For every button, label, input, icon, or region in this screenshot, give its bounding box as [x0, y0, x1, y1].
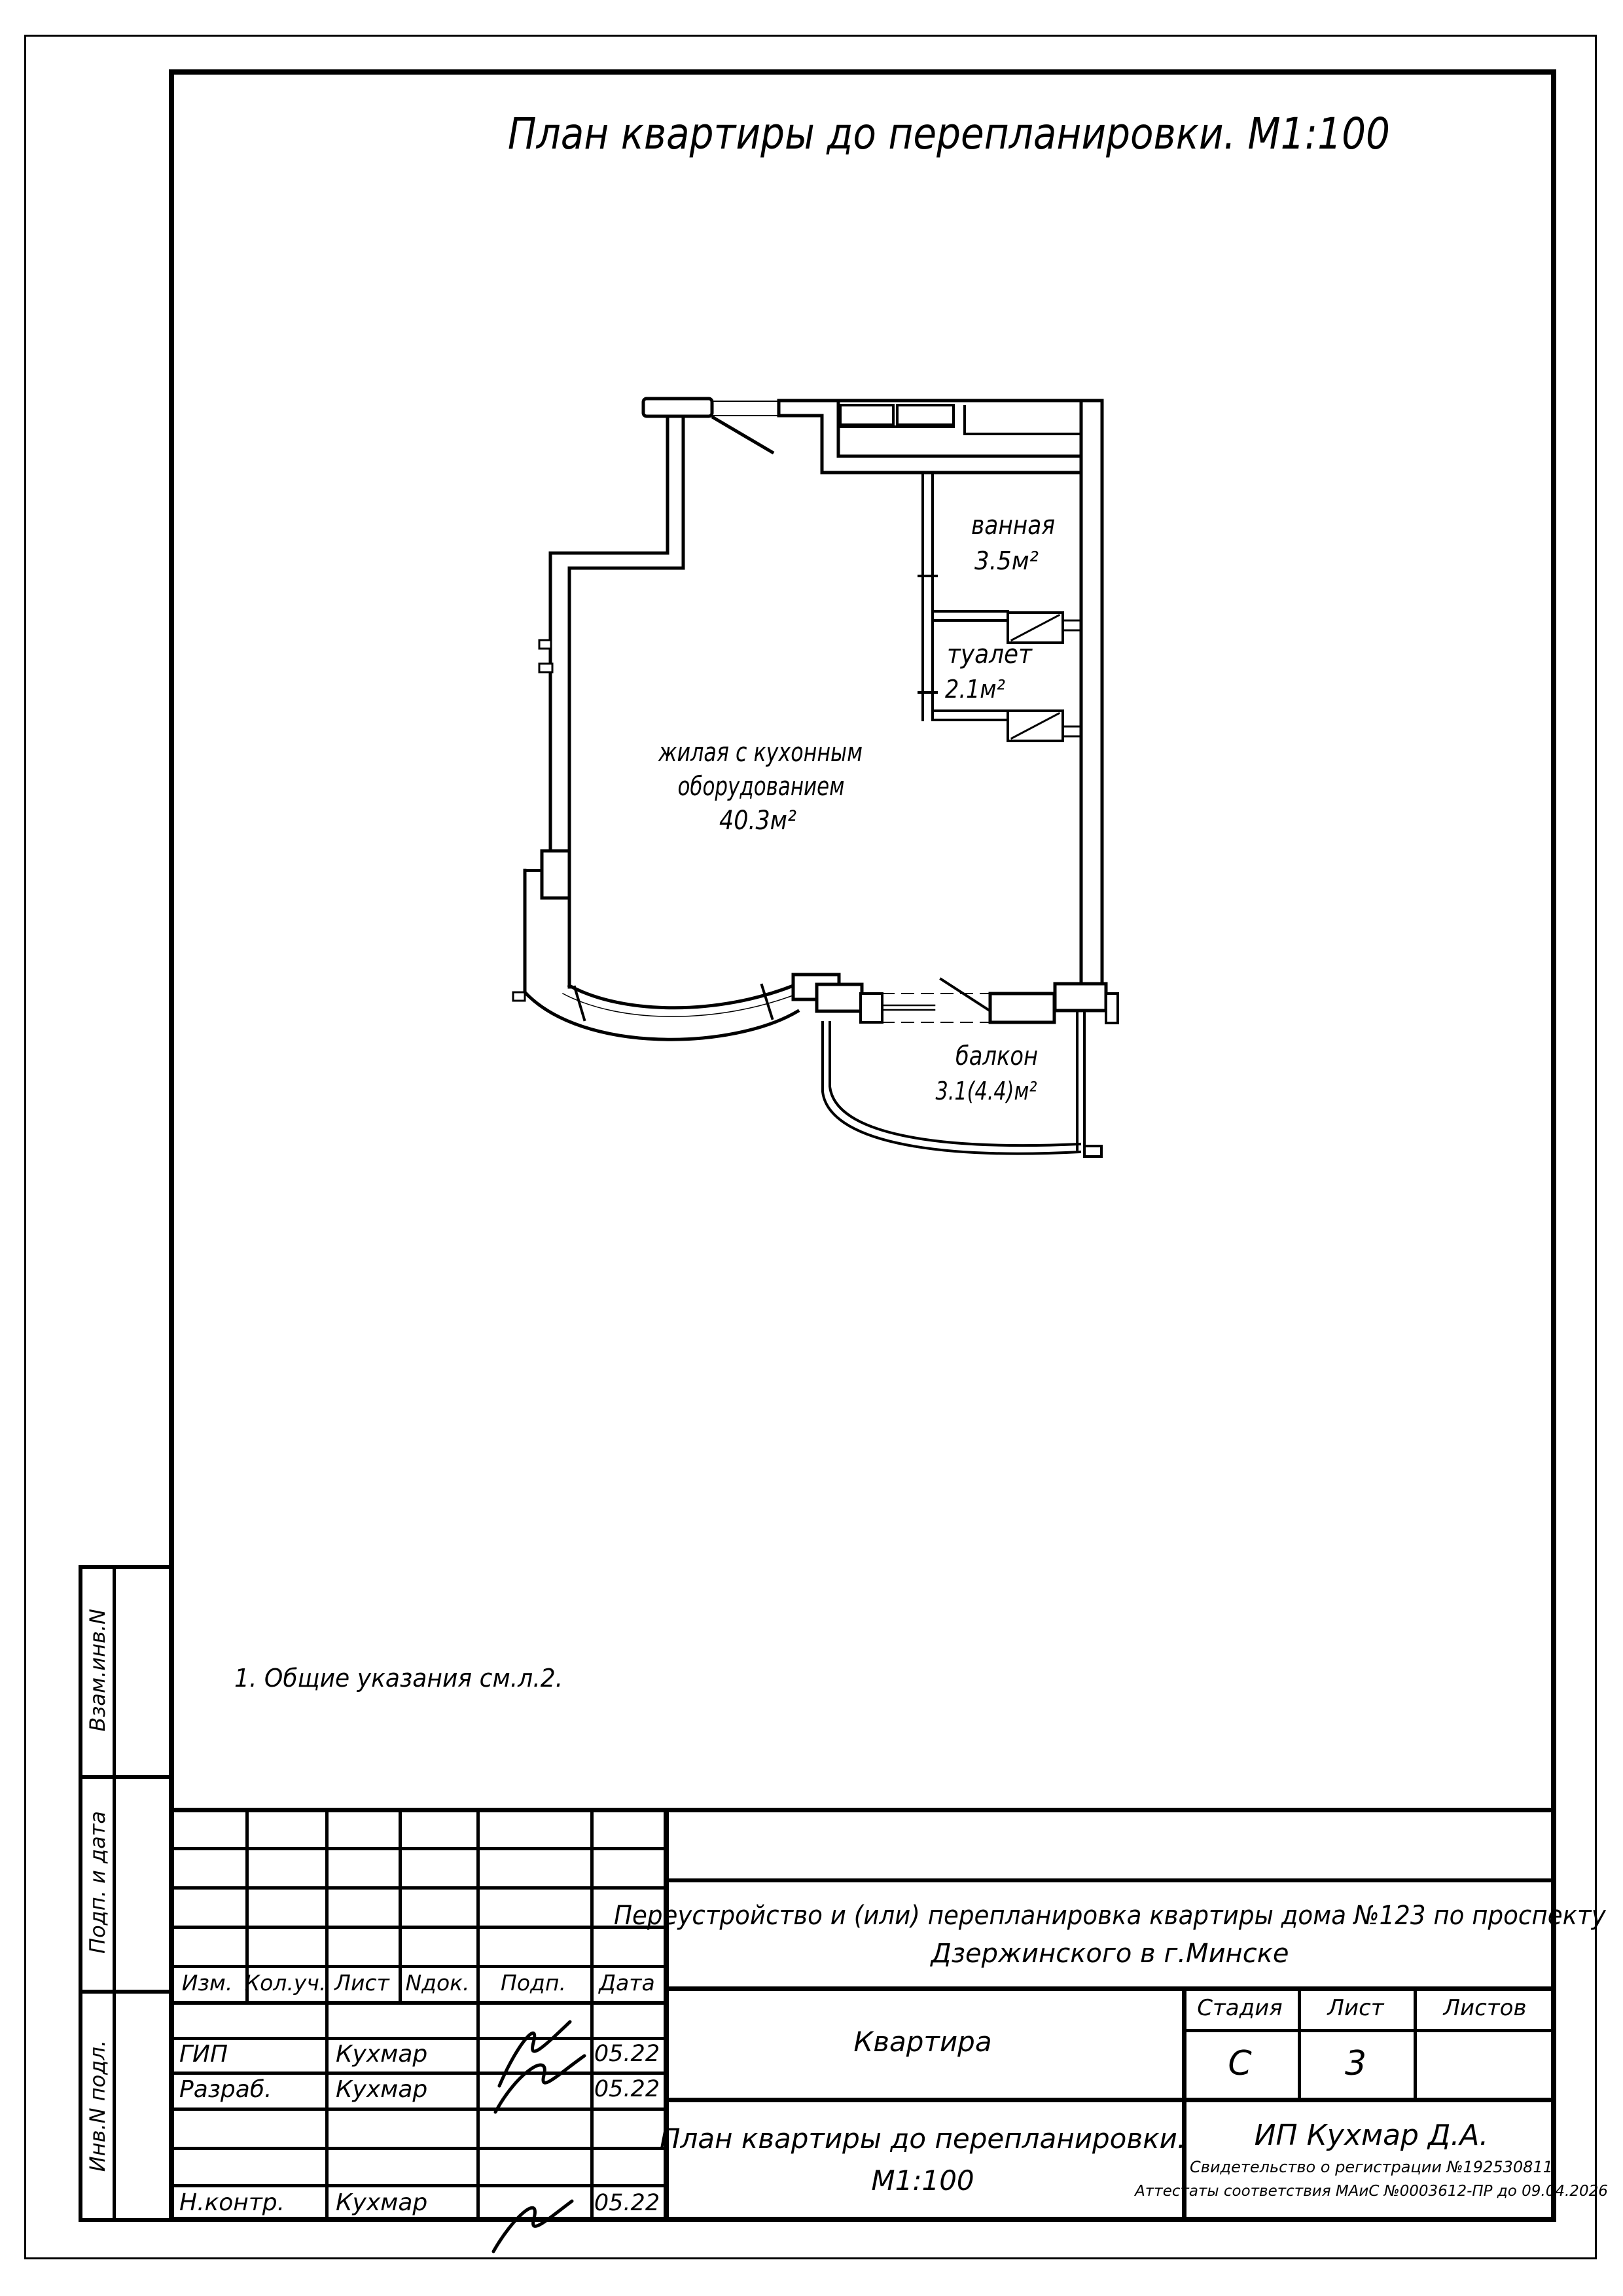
staff-name-text: Кухмар — [336, 2040, 428, 2068]
staff-role — [179, 2037, 323, 2072]
bath-door-jamb — [1063, 620, 1081, 630]
stamp-line — [169, 1886, 664, 1890]
staff-role — [179, 2184, 323, 2222]
entrance-door-swing — [713, 418, 772, 452]
staff-name-text: Кухмар — [336, 2189, 428, 2216]
staff-date-text: 05.22 — [594, 2189, 660, 2216]
staff-role-text: Н.контр. — [179, 2189, 285, 2216]
stamp-line — [169, 1926, 664, 1929]
living-room-label-line2: оборудованием — [677, 772, 845, 802]
general-note-text: 1. Общие указания см.л.2. — [234, 1664, 563, 1693]
list-header-text: Лист — [1327, 1994, 1384, 2021]
stage-header-text: Стадия — [1197, 1994, 1283, 2021]
drawing-title-line2: М1:100 — [871, 2164, 974, 2197]
company-cell — [1135, 2098, 1608, 2222]
signature-scribble — [488, 2013, 599, 2117]
sheet-title-text: План квартиры до перепланировки. М1:100 — [507, 109, 1391, 159]
column-header-label: Подп. — [501, 1970, 566, 1996]
column-header-label: Изм. — [181, 1970, 233, 1996]
column-header-data — [590, 1965, 664, 2001]
column-header-ndok — [399, 1965, 476, 2001]
side-strip-label: Взам.инв.N — [85, 1608, 110, 1732]
staff-date-text: 05.22 — [594, 2041, 660, 2067]
balcony-window-pier — [817, 984, 862, 1011]
bay-window-outer-arc — [525, 992, 798, 1039]
list-header-cell — [1298, 1986, 1414, 2029]
side-strip-label: Инв.N подл. — [85, 2039, 110, 2172]
staff-role — [179, 2072, 323, 2108]
staff-date — [590, 2072, 664, 2108]
balcony-door-pier — [990, 994, 1054, 1022]
staff-name — [336, 2037, 474, 2072]
stamp-line — [169, 1808, 1556, 1812]
drawing-title-line1: План квартиры до перепланировки. — [659, 2123, 1186, 2155]
stamp-line — [169, 2147, 664, 2150]
column-header-list — [325, 1965, 399, 2001]
staff-date — [590, 2184, 664, 2222]
signature-stroke — [493, 2201, 572, 2251]
company-attestation: Аттестаты соответствия МАиС №0003612-ПР до 09.04.2026 — [1135, 2182, 1608, 2200]
bathroom-area: 3.5м² — [974, 547, 1039, 575]
wall-corner-pier — [1055, 984, 1106, 1011]
stage-value-cell — [1182, 2029, 1298, 2098]
toilet-door-jamb — [1063, 726, 1081, 736]
stage-value-text: С — [1228, 2043, 1252, 2083]
list-value-cell — [1298, 2029, 1414, 2098]
general-note — [234, 1666, 580, 1691]
staff-name — [336, 2184, 474, 2222]
bay-window-inner-arc — [569, 986, 793, 1008]
bay-window-tick — [762, 985, 772, 1018]
toilet-label: туалет — [947, 639, 1033, 670]
side-strip-cell-podp — [79, 1775, 116, 1990]
column-header-podp — [476, 1965, 590, 2001]
staff-date — [590, 2037, 664, 2072]
stamp-line — [325, 1808, 329, 2222]
wall-tick — [539, 640, 551, 649]
staff-date-text: 05.22 — [594, 2076, 660, 2102]
balcony-area: 3.1(4.4)м² — [935, 1077, 1037, 1105]
bathroom-label: ванная — [971, 511, 1055, 541]
toilet-area: 2.1м² — [945, 675, 1005, 704]
balcony-rail-foot — [1084, 1146, 1101, 1157]
wall-pier-left — [542, 851, 569, 898]
column-header-label: Кол.уч. — [244, 1970, 327, 1996]
wall-tick — [513, 992, 525, 1001]
signature-scribble — [484, 2189, 596, 2261]
column-header-koluch — [245, 1965, 325, 2001]
object-name-cell — [664, 1986, 1182, 2098]
project-title-cell — [614, 1882, 1606, 1986]
wall-pier-top — [643, 399, 712, 416]
column-header-izm — [169, 1965, 245, 2001]
column-header-label: Лист — [334, 1970, 389, 1996]
drawing-title-cell — [659, 2098, 1186, 2222]
side-strip-label: Подп. и дата — [85, 1811, 110, 1954]
company-name: ИП Кухмар Д.А. — [1254, 2118, 1489, 2152]
side-strip-cell-vzam — [79, 1565, 116, 1775]
stamp-line — [476, 1808, 480, 2222]
list-value-text: 3 — [1344, 2043, 1367, 2083]
balcony-door-swing — [941, 979, 990, 1011]
staff-name — [336, 2072, 474, 2108]
sheet-title — [507, 105, 1391, 164]
project-title-line1: Переустройство и (или) перепланировка квартиры дома №123 по проспекту — [614, 1900, 1606, 1931]
column-header-label: Дата — [599, 1970, 655, 1996]
stage-header-cell — [1182, 1986, 1298, 2029]
staff-role-text: Разраб. — [179, 2075, 272, 2103]
project-title-line2: Дзержинского в г.Минске — [931, 1938, 1289, 1969]
staff-name-text: Кухмар — [336, 2075, 428, 2103]
closet-box — [897, 405, 954, 425]
living-room-area: 40.3м² — [719, 806, 796, 836]
floor-plan — [494, 363, 1129, 1194]
closet-box — [840, 405, 893, 425]
wall-tick — [539, 664, 552, 672]
company-certificate: Свидетельство о регистрации №192530811 — [1190, 2157, 1553, 2176]
lists-header-text: Листов — [1443, 1994, 1527, 2021]
staff-role-text: ГИП — [179, 2040, 228, 2068]
stamp-line — [169, 1847, 664, 1850]
wall-corner-ext — [1106, 994, 1118, 1023]
stamp-line — [169, 2001, 664, 2005]
lists-value-cell — [1414, 2029, 1556, 2098]
living-room-label-line1: жилая с кухонным — [658, 738, 863, 768]
object-name-text: Квартира — [853, 2026, 992, 2058]
lists-header-cell — [1414, 1986, 1556, 2029]
balcony-step — [861, 994, 882, 1022]
balcony-label: балкон — [955, 1041, 1038, 1071]
column-header-label: Nдок. — [405, 1970, 470, 1996]
side-strip-cell-inv — [79, 1990, 116, 2222]
